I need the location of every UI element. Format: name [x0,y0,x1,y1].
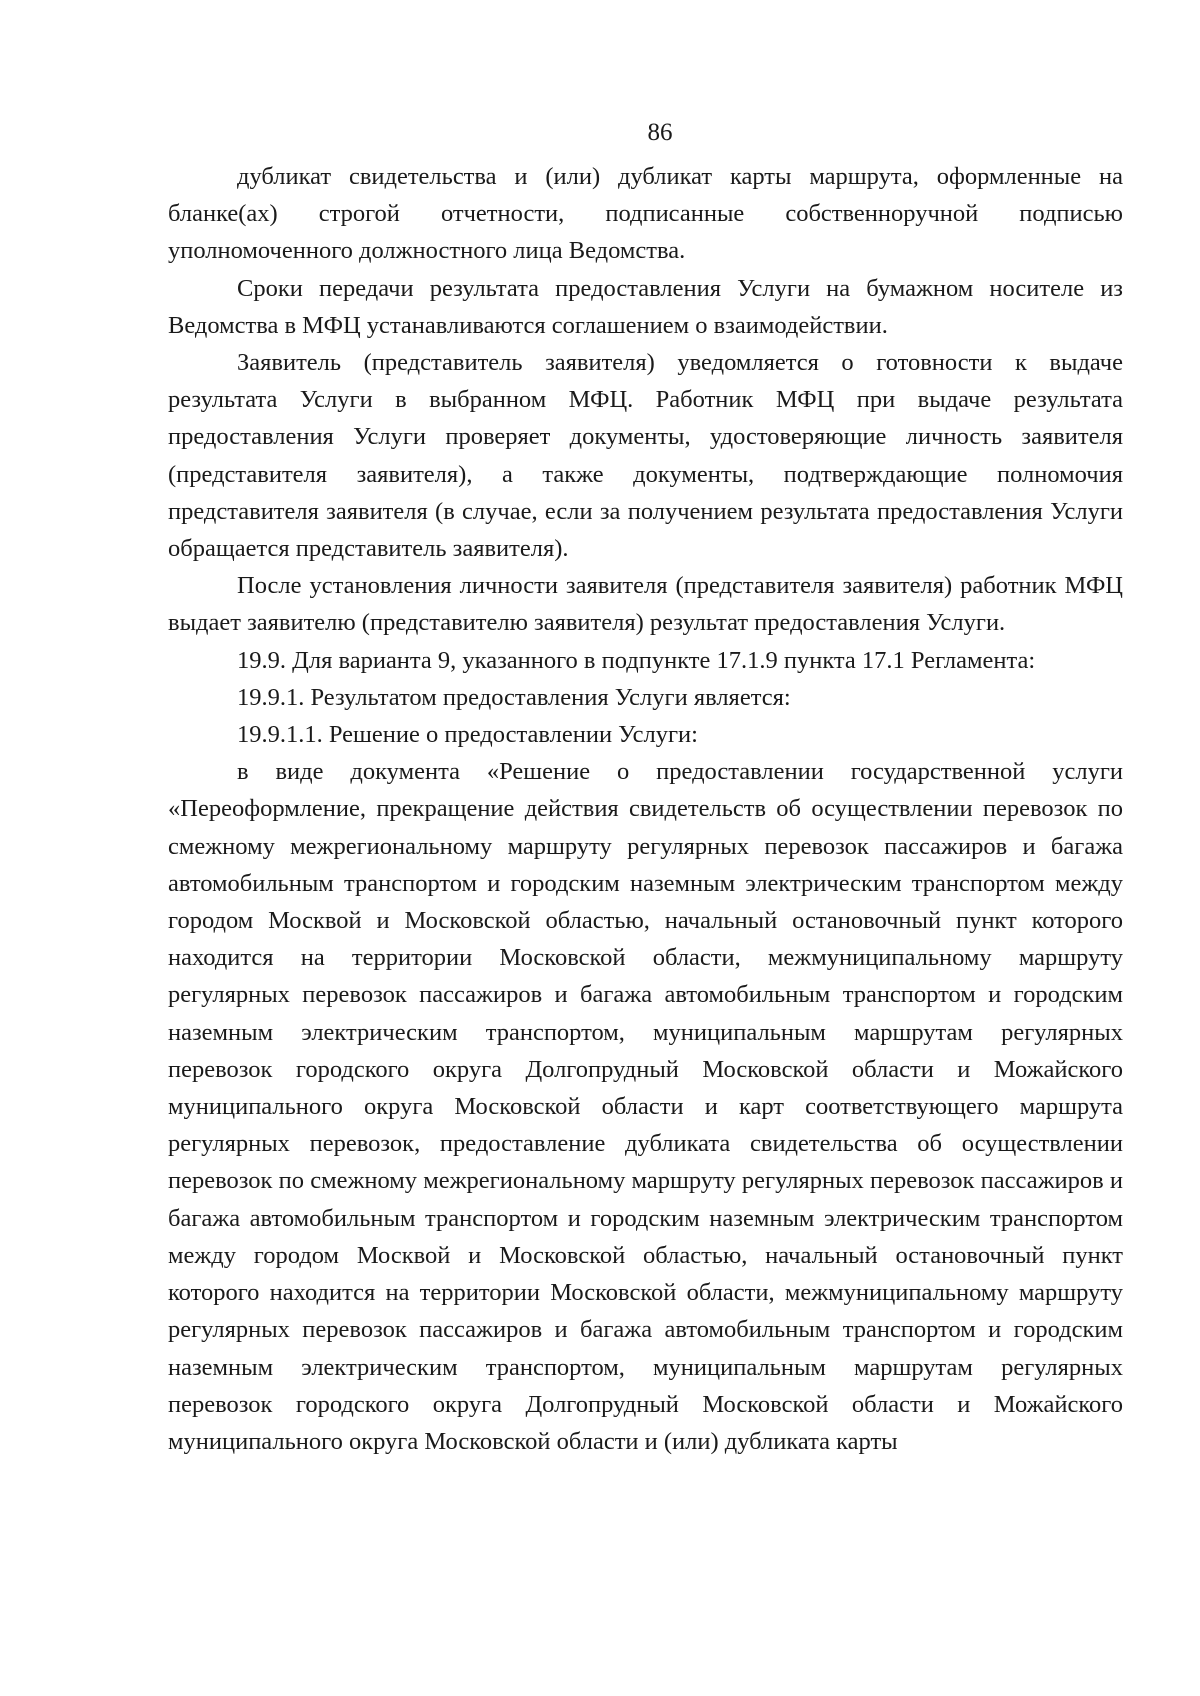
page-number: 86 [647,119,673,146]
document-body [168,158,1123,1460]
paragraph-decision-document: в виде документа «Решение о предоставлении государственной услуги «Переоформление, прекращение действия свидетельств об осуществлении перевозок по смежному межрегиональному маршруту регулярных перевозок пассажиров и багажа автомобильным транспортом и городским наземным электрическим транспортом между городом Москвой и Московской областью, начальный остановочный пункт которого находится на территории Московской области, межмуниципальному маршруту регулярных перевозок пассажиров и багажа автомобильным транспортом и городским наземным электрическим транспортом, муниципальным маршрутам регулярных перевозок городского округа Долгопрудный Московской области и Можайского муниципального округа Московской области и карт соответствующего маршрута регулярных перевозок, предоставление дубликата свидетельства об осуществлении перевозок по смежному межрегиональному маршруту регулярных перевозок пассажиров и багажа автомобильным транспортом и городским наземным электрическим транспортом между городом Москвой и Московской областью, начальный остановочный пункт которого находится на территории Московской области, межмуниципальному маршруту регулярных перевозок пассажиров и багажа автомобильным транспортом и городским наземным электрическим транспортом, муниципальным маршрутам регулярных перевозок городского округа Долгопрудный Московской области и Можайского муниципального округа Московской области и (или) дубликата карты [168,758,1123,1455]
paragraph-duplicate-certificate: дубликат свидетельства и (или) дубликат карты маршрута, оформленные на бланке(ах) строгой отчетности, подписанные собственноручной подписью уполномоченного должностного лица Ведомства. [168,163,1123,265]
paragraph-section-19-9: 19.9. Для варианта 9, указанного в подпункте 17.1.9 пункта 17.1 Регламента: [237,646,1036,674]
paragraph-identity-check: После установления личности заявителя (представителя заявителя) работник МФЦ выдает заявителю (представителю заявителя) результат предоставления Услуги. [168,572,1123,637]
paragraph-section-19-9-1: 19.9.1. Результатом предоставления Услуги является: [237,683,791,711]
paragraph-transfer-terms: Сроки передачи результата предоставления Услуги на бумажном носителе из Ведомства в МФЦ устанавливаются соглашением о взаимодействии. [168,274,1123,339]
paragraph-section-19-9-1-1: 19.9.1.1. Решение о предоставлении Услуги: [237,721,698,749]
paragraph-applicant-notification: Заявитель (представитель заявителя) уведомляется о готовности к выдаче результата Услуги в выбранном МФЦ. Работник МФЦ при выдаче результата предоставления Услуги проверяет документы, удостоверяющие личность заявителя (представителя заявителя), а также документы, подтверждающие полномочия представителя заявителя (в случае, если за получением результата предоставления Услуги обращается представитель заявителя). [168,349,1123,563]
